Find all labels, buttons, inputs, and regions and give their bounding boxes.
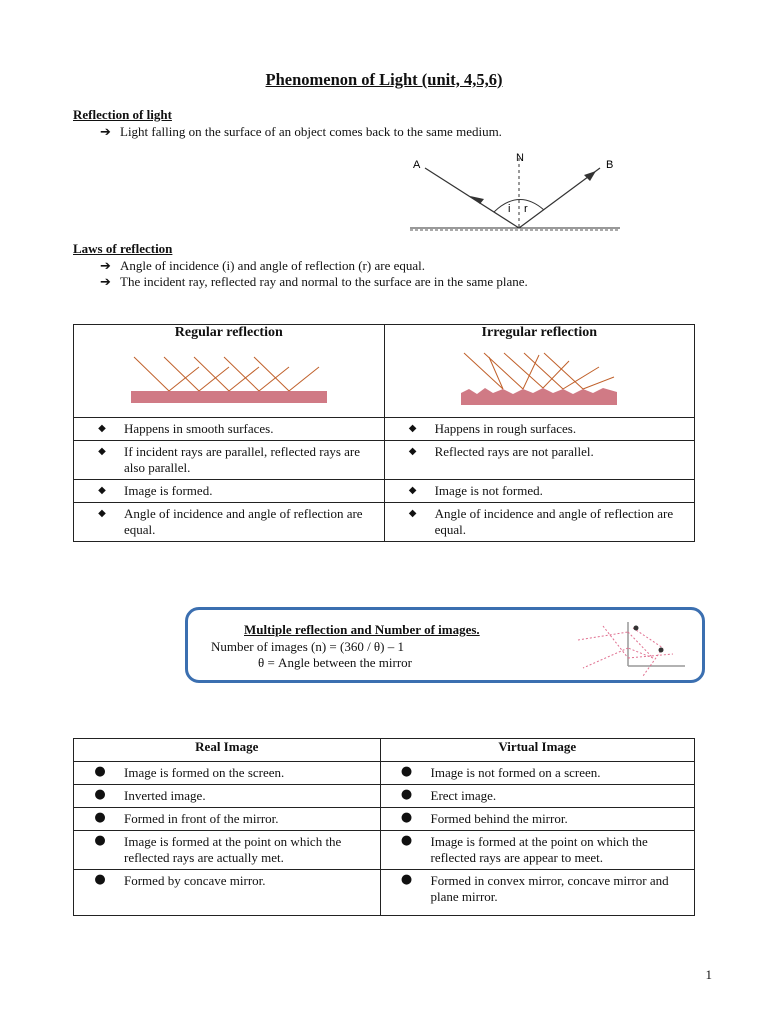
image-dot <box>659 648 664 653</box>
real-image-header: Real Image <box>74 739 381 762</box>
multiple-reflection-heading: Multiple reflection and Number of images. <box>244 622 480 637</box>
reflected-arrow <box>584 171 596 181</box>
table-row <box>74 785 695 808</box>
label-a: A <box>413 159 421 171</box>
table-row <box>74 831 695 870</box>
round-bullet-icon: ● <box>94 872 106 887</box>
table-cell <box>74 870 381 916</box>
law-text: The incident ray, reflected ray and normal to the surface are in the same plane. <box>120 274 528 289</box>
incident-arrow <box>470 196 484 204</box>
table-cell <box>380 808 695 831</box>
round-bullet-icon: ● <box>400 833 413 848</box>
law-item <box>100 274 528 291</box>
round-bullet-icon: ● <box>94 787 106 802</box>
table-header-row <box>74 739 695 762</box>
diamond-bullet-icon: ◆ <box>408 446 417 457</box>
cell-text: Formed in front of the mirror. <box>124 811 279 826</box>
cell-text: Angle of incidence and angle of reflection are equal. <box>434 506 674 537</box>
cell-text: Image is not formed. <box>434 483 543 498</box>
table-cell <box>74 831 381 870</box>
reflection-diagram <box>400 148 625 236</box>
table-row <box>74 870 695 916</box>
virtual-image-header: Virtual Image <box>380 739 695 762</box>
diamond-bullet-icon: ◆ <box>408 485 417 496</box>
table-row <box>74 418 695 441</box>
scattered-rays <box>464 353 614 389</box>
arrow-bullet-icon: ➔ <box>100 125 111 140</box>
cell-text: Image is formed at the point on which the reflected rays are actually met. <box>124 834 342 865</box>
table-cell <box>74 785 381 808</box>
label-b: B <box>606 159 614 171</box>
regular-reflection-header <box>74 325 385 418</box>
cell-text: Formed in convex mirror, concave mirror and plane mirror. <box>430 873 669 904</box>
reflection-heading: Reflection of light <box>73 107 172 122</box>
label-n: N <box>516 152 524 164</box>
table-cell <box>74 808 381 831</box>
cell-text: Image is formed. <box>124 483 213 498</box>
round-bullet-icon: ● <box>400 764 413 779</box>
regular-reflection-illustration <box>129 347 329 407</box>
table-cell <box>74 418 385 441</box>
page-number: 1 <box>705 967 712 982</box>
table-row <box>74 480 695 503</box>
irregular-reflection-illustration <box>459 347 619 407</box>
multiple-reflection-box <box>185 607 705 683</box>
header-label: Regular reflection <box>174 325 283 340</box>
table-cell <box>74 480 385 503</box>
arrow-bullet-icon: ➔ <box>100 275 111 290</box>
reflection-point <box>100 124 502 141</box>
table-row <box>74 503 695 542</box>
table-row <box>74 762 695 785</box>
round-bullet-icon: ● <box>400 872 413 887</box>
image-types-table <box>73 738 695 916</box>
label-r: r <box>524 203 528 215</box>
cell-text: Image is not formed on a screen. <box>430 765 601 780</box>
reflection-point-text: Light falling on the surface of an object comes back to the same medium. <box>120 124 502 139</box>
cell-text: Reflected rays are not parallel. <box>434 444 594 459</box>
table-cell <box>380 831 695 870</box>
cell-text: Formed by concave mirror. <box>124 873 266 888</box>
page-title: Phenomenon of Light (unit, 4,5,6) <box>265 70 503 89</box>
multiple-reflection-illustration <box>573 618 691 678</box>
table-cell <box>74 503 385 542</box>
cell-text: Angle of incidence and angle of reflection are equal. <box>124 506 363 537</box>
cell-text: Image is formed on the screen. <box>124 765 285 780</box>
images-formula: Number of images (n) = (360 / θ) – 1 <box>211 639 404 654</box>
table-cell <box>384 503 694 542</box>
rough-surface <box>461 388 617 405</box>
round-bullet-icon: ● <box>94 833 106 848</box>
table-cell <box>384 480 694 503</box>
table-cell <box>74 762 381 785</box>
laws-heading: Laws of reflection <box>73 241 173 256</box>
diamond-bullet-icon: ◆ <box>408 508 417 519</box>
object-dot <box>634 626 639 631</box>
diamond-bullet-icon: ◆ <box>98 485 106 496</box>
smooth-surface <box>131 391 327 403</box>
table-cell <box>384 441 694 480</box>
round-bullet-icon: ● <box>400 787 413 802</box>
diamond-bullet-icon: ◆ <box>98 423 106 434</box>
cell-text: Erect image. <box>430 788 497 803</box>
header-label: Irregular reflection <box>481 325 598 340</box>
diamond-bullet-icon: ◆ <box>98 508 106 519</box>
table-header-row <box>74 325 695 418</box>
diamond-bullet-icon: ◆ <box>98 446 106 457</box>
law-text: Angle of incidence (i) and angle of reflection (r) are equal. <box>120 258 425 273</box>
cell-text: Happens in rough surfaces. <box>434 421 577 436</box>
law-item <box>100 258 425 275</box>
round-bullet-icon: ● <box>94 810 106 825</box>
table-cell <box>380 870 695 916</box>
cell-text: Inverted image. <box>124 788 206 803</box>
label-i: i <box>508 203 511 215</box>
cell-text: Formed behind the mirror. <box>430 811 568 826</box>
round-bullet-icon: ● <box>94 764 106 779</box>
table-cell <box>380 762 695 785</box>
diamond-bullet-icon: ◆ <box>408 423 417 434</box>
table-row <box>74 441 695 480</box>
reflection-types-table <box>73 324 695 542</box>
irregular-reflection-header <box>384 325 694 418</box>
round-bullet-icon: ● <box>400 810 413 825</box>
arrow-bullet-icon: ➔ <box>100 259 111 274</box>
table-cell <box>74 441 385 480</box>
parallel-rays <box>134 357 319 391</box>
cell-text: Image is formed at the point on which the reflected rays are appear to meet. <box>430 834 648 865</box>
table-cell <box>380 785 695 808</box>
cell-text: If incident rays are parallel, reflected rays are also parallel. <box>124 444 361 475</box>
table-row <box>74 808 695 831</box>
angle-definition: θ = Angle between the mirror <box>258 655 412 670</box>
table-cell <box>384 418 694 441</box>
cell-text: Happens in smooth surfaces. <box>124 421 274 436</box>
incident-ray <box>425 168 519 228</box>
